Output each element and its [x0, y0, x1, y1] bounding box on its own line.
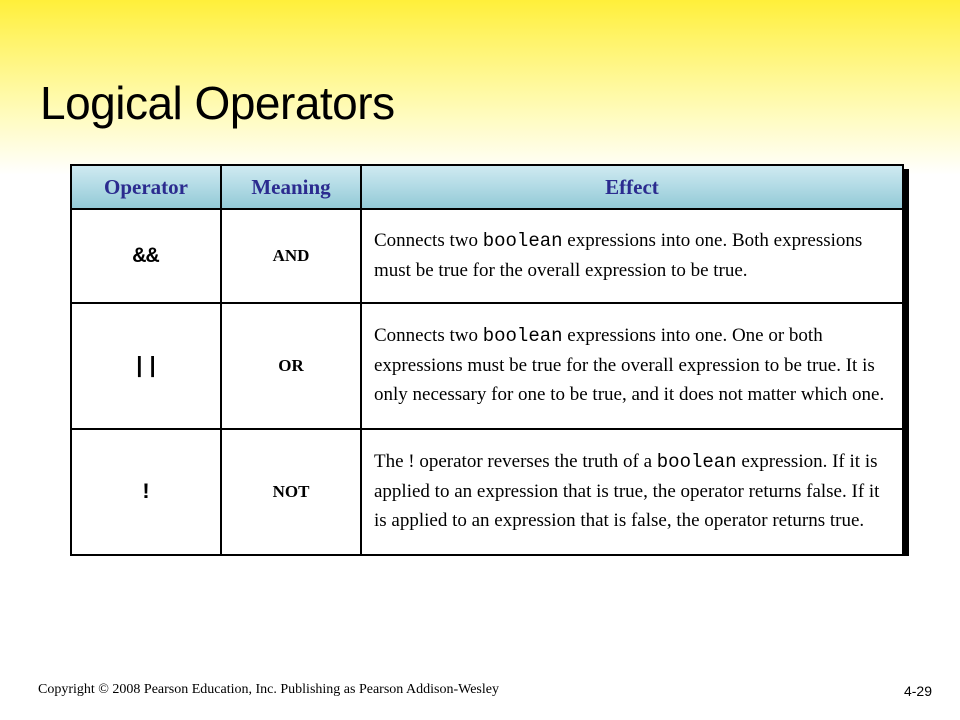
header-operator: Operator [71, 165, 221, 209]
effect-code: boolean [482, 325, 563, 347]
effect-text: expression. If it is applied to an expression that is true, the operator returns false. If it is applied to an expression that is false, the operator returns true. [374, 451, 880, 531]
effect-text: Connects two [374, 229, 483, 251]
effect-text: expressions into one. Both expressions must be true for the overall expression to be true. [374, 229, 863, 281]
effect-code: boolean [482, 229, 563, 252]
header-effect: Effect [361, 165, 903, 209]
effect-code: boolean [656, 451, 737, 473]
table-row [71, 429, 903, 555]
effect-text: expressions into one. One or both expressions must be true for the overall expression to be true. It is only necessary for one to be true, and it does not matter which one. [374, 325, 885, 405]
meaning-cell: NOT [221, 429, 361, 555]
page-number: 4-29 [903, 683, 932, 699]
meaning-cell: OR [221, 303, 361, 429]
copyright-notice: Copyright © 2008 Pearson Education, Inc. Publishing as Pearson Addison-Wesley [38, 682, 499, 697]
effect-cell [361, 209, 903, 303]
logical-operators-table [70, 164, 904, 556]
effect-text: The ! operator reverses the truth of a [374, 451, 657, 472]
operator-cell: && [71, 209, 221, 303]
effect-cell [361, 303, 903, 429]
header-meaning: Meaning [221, 165, 361, 209]
operator-cell: ! [71, 429, 221, 555]
table-header-row [71, 165, 903, 209]
table-row [71, 209, 903, 303]
operator-cell: || [71, 303, 221, 429]
effect-cell [361, 429, 903, 555]
effect-text: Connects two [374, 325, 483, 346]
slide-title: Logical Operators [40, 77, 395, 129]
meaning-cell: AND [221, 209, 361, 303]
table-row [71, 303, 903, 429]
